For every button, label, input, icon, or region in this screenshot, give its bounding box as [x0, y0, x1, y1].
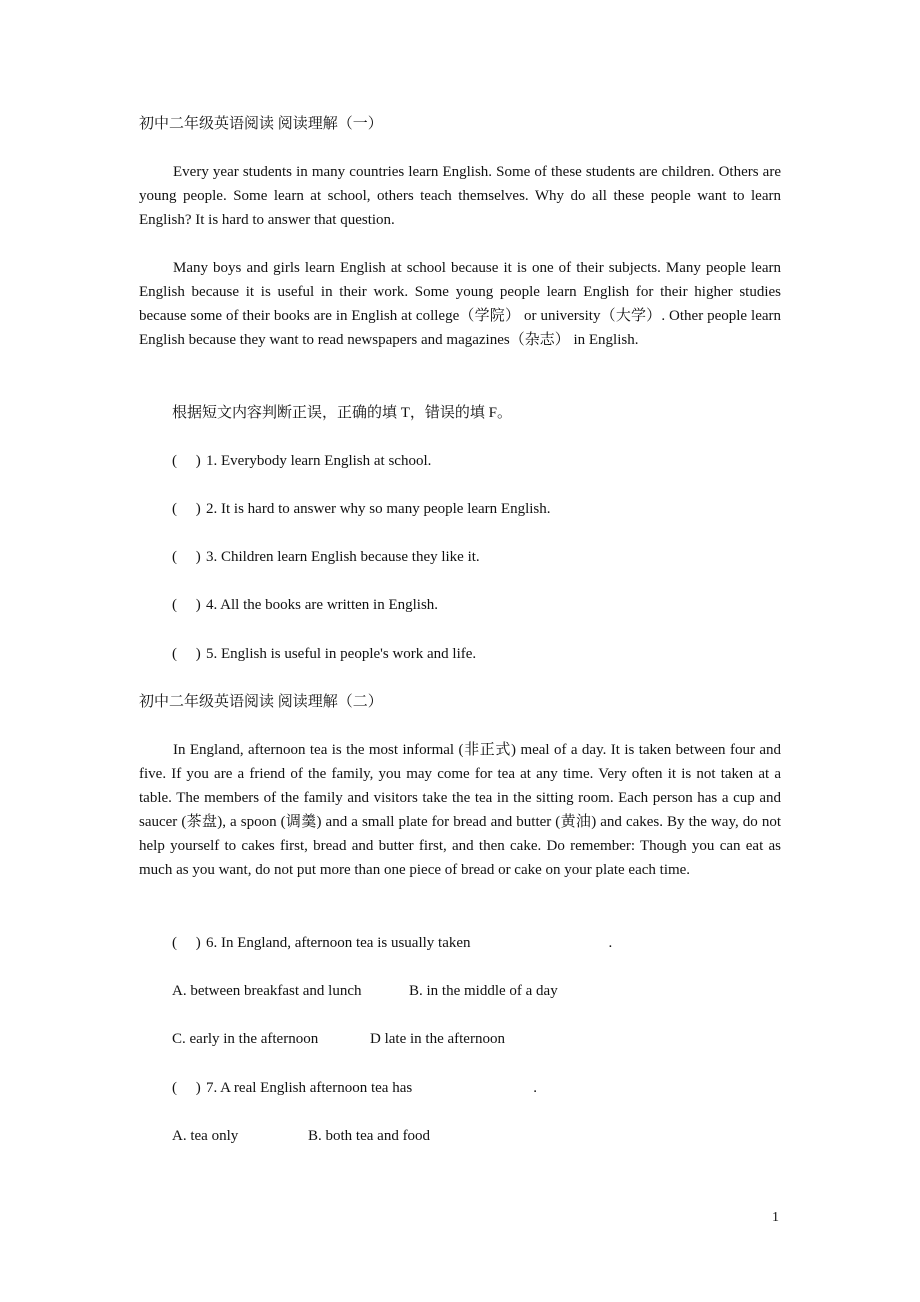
- question-text: 3. Children learn English because they like it.: [206, 549, 480, 565]
- answer-blank[interactable]: ( ): [172, 646, 201, 662]
- answer-blank[interactable]: ( ): [172, 935, 201, 951]
- option-c: C. early in the afternoon: [172, 1031, 319, 1047]
- question-text: 2. It is hard to answer why so many people learn English.: [206, 501, 551, 517]
- answer-blank[interactable]: ( ): [172, 453, 201, 469]
- option-a: A. tea only: [172, 1128, 239, 1144]
- answer-blank[interactable]: ( ): [172, 597, 201, 613]
- answer-blank[interactable]: ( ): [172, 501, 201, 517]
- option-b: B. in the middle of a day: [409, 983, 558, 999]
- question-text: 1. Everybody learn English at school.: [206, 453, 432, 469]
- answer-blank[interactable]: ( ): [172, 1080, 201, 1096]
- question-7: [172, 1076, 781, 1100]
- option-d: D late in the afternoon: [370, 1031, 505, 1047]
- section1-instruction: 根据短文内容判断正误，正确的填 T，错误的填 F。: [172, 405, 513, 421]
- section1-paragraph-2: Many boys and girls learn English at school because it is one of their subjects. Many people learn English because it is useful in their work. Some young people learn English for their higher studies because some of their books are in English at college（学院） or university（大学）. Other people learn English because they want to read newspapers and magazines（杂志） in English.: [139, 260, 781, 348]
- question-text: 6. In England, afternoon tea is usually taken: [206, 935, 471, 951]
- section2-title: 初中二年级英语阅读 阅读理解（二）: [139, 694, 383, 710]
- question-text: 7. A real English afternoon tea has: [206, 1080, 413, 1096]
- question-6-options-ab: [172, 979, 781, 1003]
- question-6-options-cd: [172, 1027, 781, 1051]
- question-4: [172, 593, 781, 617]
- question-end: .: [533, 1080, 537, 1096]
- question-7-options: [172, 1124, 781, 1148]
- question-6: [172, 931, 781, 955]
- section1-title: 初中二年级英语阅读 阅读理解（一）: [139, 116, 383, 132]
- option-b: B. both tea and food: [308, 1128, 431, 1144]
- section1-paragraph-1: Every year students in many countries learn English. Some of these students are children. Others are young people. Some learn at school, others teach themselves. Why do all these people want to learn English? It is hard to answer that question.: [139, 164, 781, 228]
- question-text: 4. All the books are written in English.: [206, 597, 439, 613]
- question-3: [172, 545, 781, 569]
- question-1: [172, 449, 781, 473]
- question-5: [172, 642, 781, 666]
- question-2: [172, 497, 781, 521]
- answer-blank[interactable]: ( ): [172, 549, 201, 565]
- section2-paragraph: In England, afternoon tea is the most informal (非正式) meal of a day. It is taken between four and five. If you are a friend of the family, you may come for tea at any time. Very often it is not taken at a table. The members of the family and visitors take the tea in the sitting room. Each person has a cup and saucer (茶盘), a spoon (调羹) and a small plate for bread and butter (黄油) and cakes. By the way, do not help yourself to cakes first, bread and butter first, and then cake. Do remember: Though you can eat as much as you want, do not put more than one piece of bread or cake on your plate each time.: [139, 742, 781, 878]
- page-number: 1: [772, 1210, 779, 1225]
- option-a: A. between breakfast and lunch: [172, 983, 362, 999]
- question-end: .: [608, 935, 613, 951]
- question-text: 5. English is useful in people's work and life.: [206, 646, 477, 662]
